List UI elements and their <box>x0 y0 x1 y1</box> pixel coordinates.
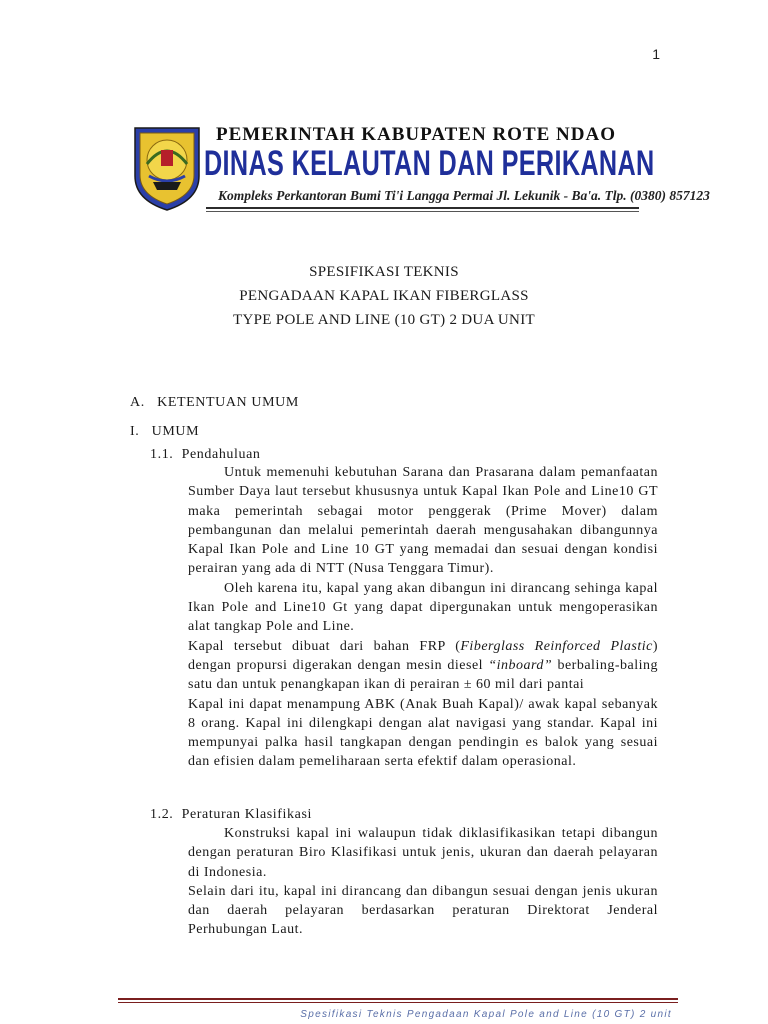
subsection-1-2-body <box>188 824 658 940</box>
design-paragraph: Oleh karena itu, kapal yang akan dibangun ini dirancang sehinga kapal Ikan Pole and Line10 Gt yang dapat dipergunakan untuk mengoperasikan alat tangkap Pole and Line. <box>188 580 658 635</box>
letterhead-agency-name: DINAS KELAUTAN DAN PERIKANAN <box>204 144 655 183</box>
footer-rule-thin <box>118 1002 678 1003</box>
material-text-a: Kapal tersebut dibuat dari bahan FRP ( <box>188 638 461 654</box>
letterhead-address: Kompleks Perkantoran Bumi Ti'i Langga Permai Jl. Lekunik - Ba'a. Tlp. (0380) 857123 <box>218 188 710 203</box>
material-inboard-term: “inboard” <box>488 657 553 673</box>
subsection-1-2-heading: 1.2. Peraturan Klasifikasi <box>150 807 312 822</box>
section-a-heading: A. KETENTUAN UMUM <box>130 395 299 410</box>
intro-paragraph: Untuk memenuhi kebutuhan Sarana dan Prasarana dalam pemanfaatan Sumber Daya laut tersebut khususnya untuk Kapal Ikan Pole and Line10 GT maka pemerintah sebagai motor penggerak (Prime Mover) dalam pembangunan dan melalui pemerintah daerah mengusahakan dibangunnya Kapal Ikan Pole and Line 10 GT yang memadai dan sesuai dengan kondisi perairan yang ada di NTT (Nusa Tenggara Timur). <box>188 465 658 577</box>
document-title-line1: SPESIFIKASI TEKNIS <box>309 264 459 280</box>
regency-crest-logo <box>131 124 203 212</box>
page-number: 1 <box>652 46 660 62</box>
letterhead-rule <box>206 207 639 209</box>
material-text-c: berbaling-baling satu dan untuk penangkapan ikan di perairan ± 60 mil dari pantai <box>188 657 658 693</box>
material-paragraph <box>188 637 658 695</box>
crew-paragraph: Kapal ini dapat menampung ABK (Anak Buah Kapal)/ awak kapal sebanyak 8 orang. Kapal ini dilengkapi dengan alat navigasi yang standar. Kapal ini mempunyai palka hasil tangkapan dengan pendingin es balok yang sesuai dan efisien dalam pemeliharaan serta efektif dalam operasional. <box>188 696 658 770</box>
subsection-1-1-heading: 1.1. Pendahuluan <box>150 447 261 462</box>
letterhead-rule-thin <box>206 211 639 212</box>
subsection-1-1-body <box>188 463 658 772</box>
material-text-b: ) dengan propursi digerakan dengan mesin diesel <box>188 638 658 673</box>
footer-text: Spesifikasi Teknis Pengadaan Kapal Pole and Line (10 GT) 2 unit <box>300 1009 672 1020</box>
regulation-paragraph: Selain dari itu, kapal ini dirancang dan dibangun sesuai dengan jenis ukuran dan daerah pelayaran berdasarkan peraturan Direktorat Jenderal Perhubungan Laut. <box>188 883 658 938</box>
classification-paragraph: Konstruksi kapal ini walaupun tidak diklasifikasikan tetapi dibangun dengan peraturan Biro Klasifikasi untuk jenis, ukuran dan daerah pelayaran di Indonesia. <box>188 826 658 880</box>
document-title-line2: PENGADAAN KAPAL IKAN FIBERGLASS <box>239 288 529 304</box>
document-title-line3: TYPE POLE AND LINE (10 GT) 2 DUA UNIT <box>233 312 535 328</box>
section-i-heading: I. UMUM <box>130 424 200 439</box>
footer-rule <box>118 998 678 1000</box>
letterhead-government-name: PEMERINTAH KABUPATEN ROTE NDAO <box>216 124 616 145</box>
material-frp-term: Fiberglass Reinforced Plastic <box>460 638 653 654</box>
